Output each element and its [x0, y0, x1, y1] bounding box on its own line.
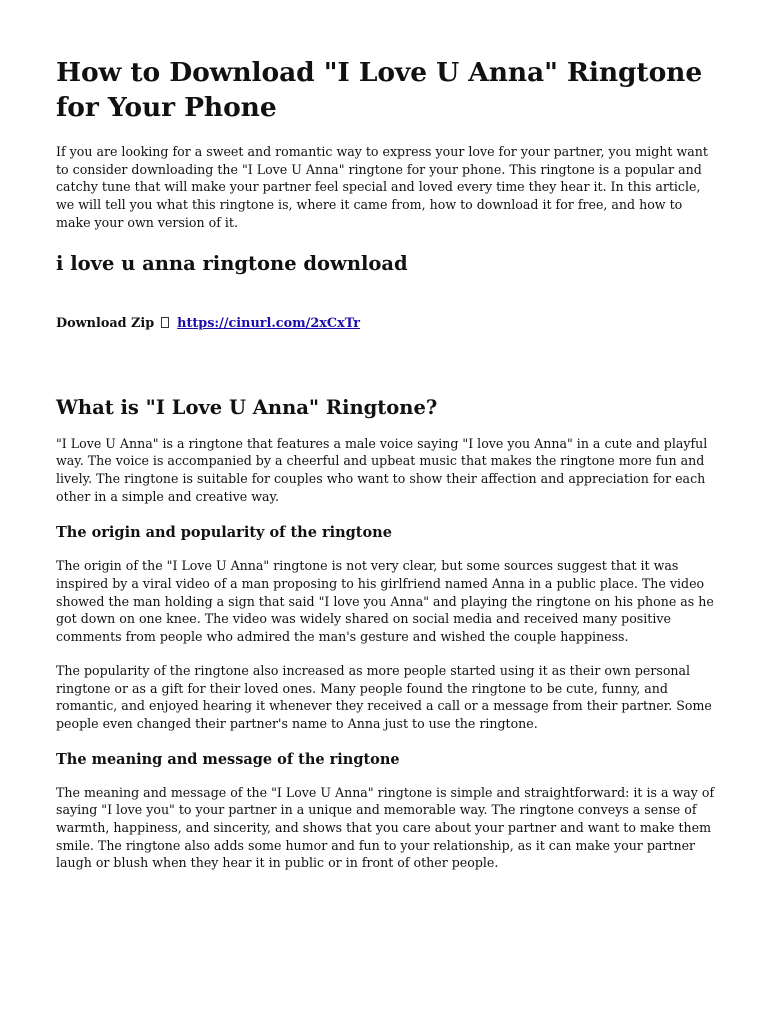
origin-heading: The origin and popularity of the ringtone [56, 524, 392, 542]
origin-paragraph-2: The popularity of the ringtone also increased as more people started using it as their own personal ringtone or as a gift for their loved ones. Many people found the ringtone to be cute, funny, and romantic, and enjoyed hearing it whenever they received a call or a message from their partner. Some people even changed their partner's name to Anna just to use the ringtone. [56, 662, 712, 731]
download-heading: i love u anna ringtone download [56, 251, 408, 275]
intro-paragraph: If you are looking for a sweet and romantic way to express your love for your partner, you might want to consider downloading the "I Love U Anna" ringtone for your phone. This ringtone is a popular and catchy tune that will make your partner feel special and loved every time they hear it. In this article, we will tell you what this ringtone is, where it came from, how to download it for free, and how to make your own version of it. [56, 144, 708, 230]
what-is-paragraph: "I Love U Anna" is a ringtone that features a male voice saying "I love you Anna" in a cute and playful way. The voice is accompanied by a cheerful and upbeat music that makes the ringtone more fun and lively. The ringtone is suitable for couples who want to show their affection and appreciation for each other in a simple and creative way. [56, 435, 708, 504]
meaning-heading: The meaning and message of the ringtone [56, 750, 400, 768]
download-line [56, 315, 718, 333]
what-is-heading: What is "I Love U Anna" Ringtone? [56, 395, 438, 419]
article-content [56, 55, 718, 872]
page-title: How to Download "I Love U Anna" Ringtone for Your Phone [56, 57, 703, 123]
origin-paragraph-1: The origin of the "I Love U Anna" ringtone is not very clear, but some sources suggest that it was inspired by a viral video of a man proposing to his girlfriend named Anna in a public place. The video showed the man holding a sign that said "I love you Anna" and playing the ringtone on his phone as he got down on one knee. The video was widely shared on social media and received many positive comments from people who admired the man's gesture and wished the couple happiness. [56, 558, 714, 645]
download-link[interactable]: https://cinurl.com/2xCxTr [177, 315, 361, 331]
meaning-paragraph: The meaning and message of the "I Love U Anna" ringtone is simple and straightforward: it is a way of saying "I love you" to your partner in a unique and memorable way. The ringtone conveys a sense of warmth, happiness, and sincerity, and shows that you care about your partner and want to make them smile. The ringtone also adds some humor and fun to your relationship, as it can make your partner laugh or blush when they hear it in public or in front of other people. [56, 784, 715, 871]
download-label: Download Zip [56, 315, 155, 331]
external-link-icon [161, 317, 169, 328]
